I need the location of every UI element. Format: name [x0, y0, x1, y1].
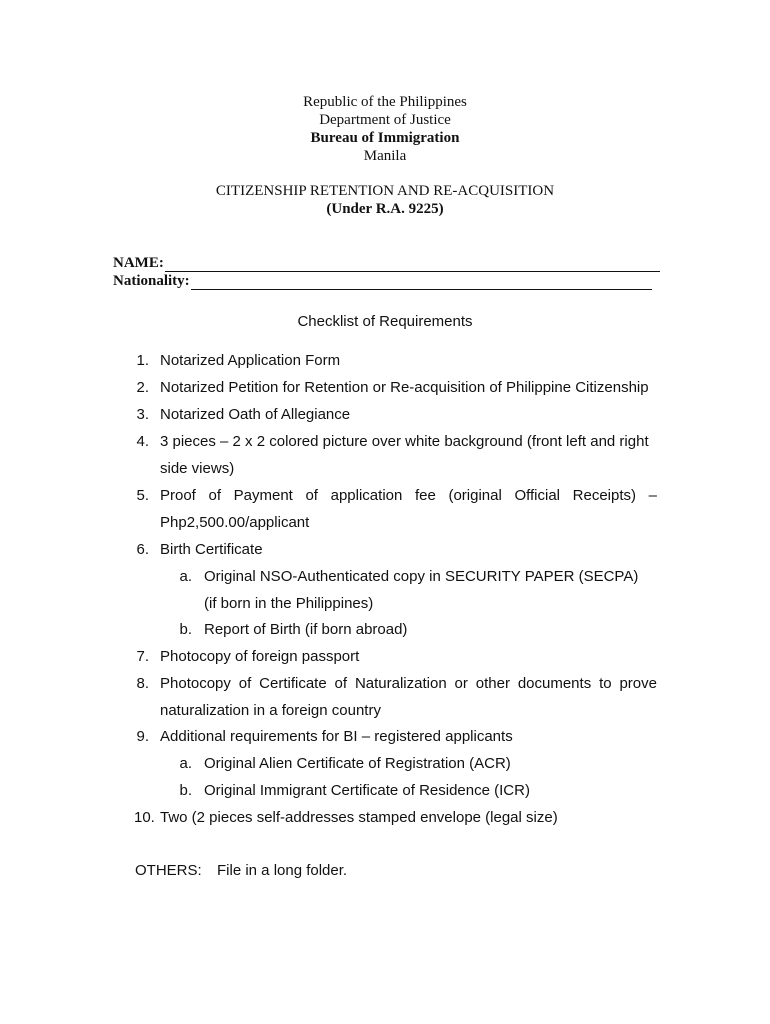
header-city: Manila: [363, 148, 407, 164]
nationality-label: Nationality:: [113, 273, 190, 289]
sub-list-item-continuation: (if born in the Philippines): [204, 595, 374, 612]
list-item-continuation: naturalization in a foreign country: [160, 702, 381, 719]
header-department: Department of Justice: [319, 112, 451, 128]
checklist-title: Checklist of Requirements: [297, 313, 473, 330]
name-field[interactable]: [165, 258, 660, 272]
others-label: OTHERS:: [135, 862, 202, 879]
nationality-field-row: [113, 273, 652, 290]
form-subtitle: (Under R.A. 9225): [326, 201, 444, 217]
list-item-continuation: Php2,500.00/applicant: [160, 514, 310, 531]
header-republic: Republic of the Philippines: [303, 94, 467, 110]
nationality-field[interactable]: [191, 276, 652, 290]
name-field-row: [113, 255, 660, 272]
name-label: NAME:: [113, 255, 164, 271]
list-item-continuation: side views): [160, 460, 235, 477]
others-text: File in a long folder.: [217, 862, 348, 879]
header-bureau: Bureau of Immigration: [310, 130, 460, 146]
form-title: CITIZENSHIP RETENTION AND RE-ACQUISITION: [215, 183, 555, 199]
